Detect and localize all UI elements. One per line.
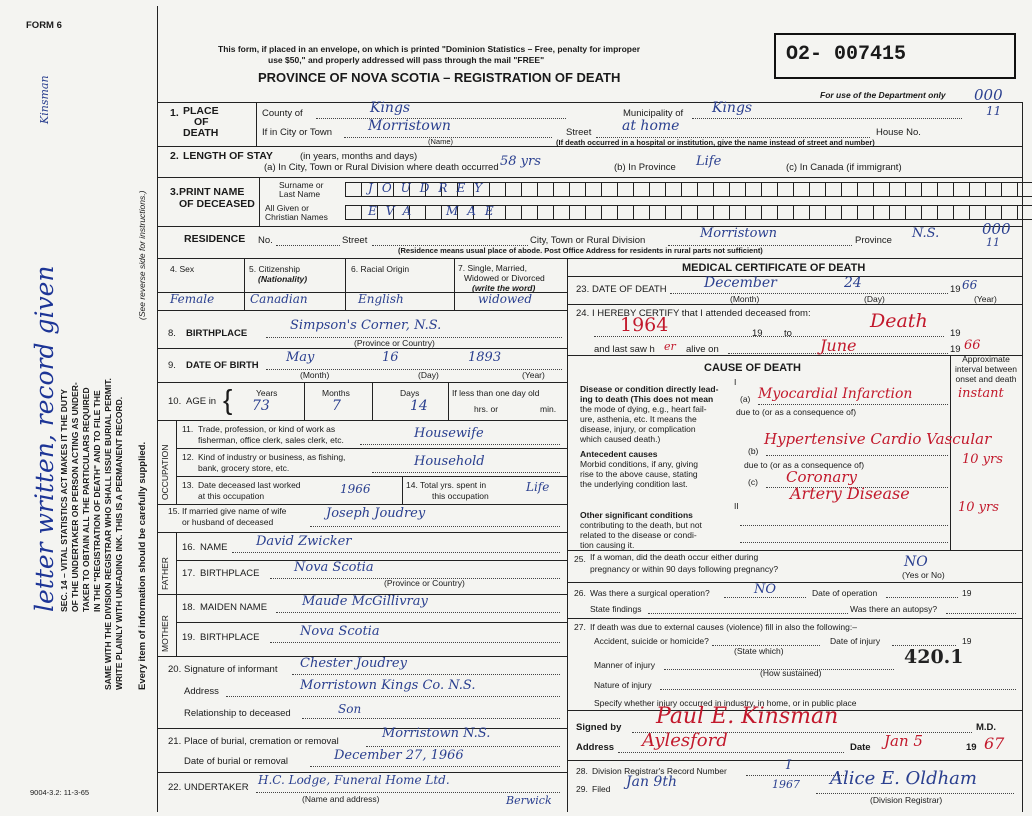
print-name-label: PRINT NAME — [179, 186, 245, 198]
cause-b-field[interactable]: Hypertensive Cardio Vascular — [764, 430, 992, 448]
spouse-field[interactable]: Joseph Joudrey — [326, 506, 426, 521]
burial-place-field[interactable]: Morristown N.S. — [382, 726, 491, 741]
industry-field[interactable]: Household — [414, 454, 485, 469]
last-saw-year-field[interactable]: 66 — [964, 338, 981, 353]
surname-letters: JOUDREY — [368, 181, 492, 195]
physician-date-field[interactable]: Jan 5 — [884, 732, 923, 750]
attended-from-field[interactable]: 1964 — [620, 314, 669, 336]
last-saw-date-field[interactable]: June — [820, 336, 857, 355]
street-field[interactable]: at home — [622, 118, 680, 134]
death-registration-form: FORM 6 Kinsman letter written, record given SEC. 14 – VITAL STATISTICS ACT MAKES IT THE DUTY OF THE UNDERTAKER OR PERSON ACTING AS UNDER- TAKER TO OBTAIN ALL THE PARTICULARS REQUIRED IN THE "REGISTRATION OF DEATH" AND TO FILE THE SAME WITH THE DIVISION REGISTRAR WHO SHALL ISSUE BURIAL PERMIT. WRITE PLAINLY WITH UNFADING INK. THIS IS A PERMANENT RECORD. (See reverse side for instructions.) Every item of information should be carefully supplied. 9004-3.2: 11-3-65 This form, if placed in an envelope, on which is printed "Dominion Statistics – Free, penalty for improper use $50," and properly addressed will pass through the mail "FREE" PROVINCE OF NOVA SCOTIA – REGISTRATION OF DEATH O2- 007415 For use of the Department only 000 11 1. PLACE OF DEATH County of Kings Municipality of Kings If in City or Town Morristown (Name) Street at home House No. (If death occurred in a hospital or institution, give the name instead of street and number) 2. LENGTH OF STAY (in years, months and days) (a) In City, Town or Rural Division where death occurred 58 yrs (b) In Province Life (c) In Canada (if immigrant) 3. PRINT NAME OF DECEASED Surname or Last Name All Given or Christian Names JOUDREY EVA MAE RESIDENCE No. Street City, Town or Rural Division Morristown Province N.S. 000 11 (Residence means usual place of abode. Post Office Address for residents in rural parts not sufficient) 4. Sex 5. Citizenship (Nationality) 6. Racial Origin 7. Single, Married, Widowed or Divorced (write the word) Female Canadian English widowed 8. BIRTHPLACE Simpson's Corner, N.S. (Province or Country) 9. DATE OF BIRTH May 16 1893 (Month) (Day) (Year) 10. AGE in { Years Months Days 73 7 14 If less than one day old hrs. or min. OCCUPATION 11. Trade, profession, or kind of work as fisherman, office clerk, sales clerk, etc. Housewife 12. Kind of industry or business, as fishing, bank, grocery store, etc. Household 13. Date deceased last worked at this occupation 1966 14. Total yrs. spent in this occupation Life 15. If married give name of wife or husband of deceased Joseph Joudrey FATHER 16. NAME David Zwicker 17. BIRTHPLACE Nova Scotia (Province or Country) MOTHER 18. MAIDEN NAME Maude McGillivray 19. BIRTHPLACE Nova Scotia 20. Signature of informant Chester Joudrey Address Morristown Kings Co. N.S. Relationship to deceased Son 21. Place of burial, cremation or removal Morristown N.S. Date of burial or removal December 27, 1966 22. UNDERTAKER H.C. Lodge, Funeral Home Ltd. (Name and address) Berwick MEDICAL CERTIFICATE OF DEATH 23. DATE OF DEATH December 24 19 66 (Month) (Day) (Year) 24. I HEREBY CERTIFY that I attended deceased from: 1964 19 to Death 19 and last saw h er alive on June 19 66 CAUSE OF DEATH Approximate interval between onset and death I Disease or condition directly lead- ing to death (This does not mean the mode of dying, e.g., heart fail- ure, asthenia, etc. It means the disease, injury, or complication which caused death.) (a) Myocardial Infarction instant due to (or as a consequence of) Antecedent causes Morbid conditions, if any, giving rise to the above cause, stating the underlying condition last. (b) Hypertensive Cardio Vascular 10 yrs due to (or as a consequence of) (c) Coronary Artery Disease 10 yrs II Other significant conditions contributing to the death, but not related to the disease or condi- tion causing it. 25. If a woman, did the death occur either during pregnancy or within 90 days following pregnancy? NO (Yes or No) 26. Was there a surgical operation? NO Date of operation 19 State findings Was there an autopsy? 27. If death was due to external causes (violence) fill in also the following:– Accident, suicide or homicide? (State which) Date of injury 19 420.1 Manner of injury (How sustained) Nature of injury Specify whether injury occurred in industry, in home, or in public place Signed by Paul E. Kinsman M.D. Address Aylesford Date Jan 5 19 67 28. Division Registrar's Record Number I 29. Filed Jan 9th 1967 Alice E. Oldham (Division Registrar) — [0, 0, 1032, 816]
surgical-operation-field[interactable]: NO — [754, 582, 777, 597]
filed-year-field[interactable]: 1967 — [772, 778, 800, 791]
form-label: FORM 6 — [26, 20, 62, 31]
racial-origin-field[interactable]: English — [358, 292, 404, 306]
mail-notice-1: This form, if placed in an envelope, on which is printed "Dominion Statistics – Free, penalty for improper — [218, 44, 641, 54]
age-days-field[interactable]: 14 — [410, 398, 428, 414]
cause-c-field-2[interactable]: Artery Disease — [790, 484, 910, 503]
physician-date-year[interactable]: 67 — [984, 734, 1005, 753]
mail-notice-2: use $50," and properly addressed will pass through the mail "FREE" — [268, 55, 545, 65]
dob-day-field[interactable]: 16 — [382, 350, 399, 365]
death-month-field[interactable]: December — [704, 275, 777, 291]
print-code: 9004-3.2: 11-3-65 — [30, 788, 90, 797]
place-of-death-label: PLACE — [183, 105, 219, 117]
registration-number-box — [774, 33, 1016, 79]
mother-birthplace-field[interactable]: Nova Scotia — [300, 624, 380, 639]
birthplace-field[interactable]: Simpson's Corner, N.S. — [290, 318, 442, 333]
every-item-note: Every item of information should be carefully supplied. — [137, 441, 148, 690]
record-number-field[interactable]: I — [786, 758, 792, 773]
undertaker-field[interactable]: H.C. Lodge, Funeral Home Ltd. — [258, 773, 450, 787]
department-use-label: For use of the Department only — [820, 90, 946, 100]
citizenship-field[interactable]: Canadian — [250, 292, 308, 306]
physician-signature[interactable]: Paul E. Kinsman — [656, 704, 839, 729]
form-title: PROVINCE OF NOVA SCOTIA – REGISTRATION OF DEATH — [258, 70, 621, 85]
given-letters: EVA MAE — [368, 204, 503, 218]
handwritten-side-note: letter written, record given — [30, 265, 59, 612]
age-years-field[interactable]: 73 — [252, 398, 270, 414]
attended-to-field[interactable]: Death — [870, 310, 928, 332]
department-code: 000 — [974, 86, 1003, 104]
registrar-signature[interactable]: Alice E. Oldham — [830, 768, 977, 789]
interval-a-field[interactable]: instant — [958, 386, 1004, 401]
residence-city-field[interactable]: Morristown — [700, 226, 777, 241]
death-day-field[interactable]: 24 — [844, 275, 862, 291]
medical-certificate-title: MEDICAL CERTIFICATE OF DEATH — [682, 262, 866, 274]
death-year-field[interactable]: 66 — [962, 278, 978, 292]
informant-signature-field[interactable]: Chester Joudrey — [300, 656, 407, 671]
residence-code: 000 — [982, 220, 1011, 238]
occupation-field[interactable]: Housewife — [414, 426, 484, 441]
dob-year-field[interactable]: 1893 — [468, 350, 502, 365]
cause-c-field-1[interactable]: Coronary — [786, 468, 857, 486]
interval-c-field[interactable]: 10 yrs — [958, 500, 999, 515]
stay-city-field[interactable]: 58 yrs — [500, 154, 541, 169]
father-birthplace-field[interactable]: Nova Scotia — [294, 560, 374, 575]
relationship-field[interactable]: Son — [338, 702, 362, 716]
age-months-field[interactable]: 7 — [332, 398, 341, 414]
cause-a-field[interactable]: Myocardial Infarction — [758, 386, 913, 402]
physician-address-field[interactable]: Aylesford — [642, 730, 728, 751]
years-in-occupation-field[interactable]: Life — [526, 480, 550, 494]
instructions-note: (See reverse side for instructions.) — [137, 190, 147, 320]
handwritten-name-note: Kinsman — [38, 75, 51, 124]
interval-b-field[interactable]: 10 yrs — [962, 452, 1003, 467]
filed-date-field[interactable]: Jan 9th — [626, 774, 677, 790]
department-code-2: 11 — [986, 104, 1002, 118]
marital-status-field[interactable]: widowed — [478, 292, 533, 306]
registration-number: O2- 007415 — [786, 43, 907, 66]
pregnancy-field[interactable]: NO — [904, 554, 928, 570]
undertaker-town: Berwick — [506, 794, 552, 807]
last-worked-field[interactable]: 1966 — [340, 482, 371, 496]
dob-month-field[interactable]: May — [286, 350, 315, 365]
burial-date-field[interactable]: December 27, 1966 — [334, 748, 464, 763]
stay-province-field[interactable]: Life — [696, 154, 722, 169]
informant-address-field[interactable]: Morristown Kings Co. N.S. — [300, 678, 476, 693]
residence-label: RESIDENCE — [184, 233, 246, 245]
residence-code-2: 11 — [986, 236, 1000, 249]
father-name-field[interactable]: David Zwicker — [256, 534, 352, 549]
cause-of-death-title: CAUSE OF DEATH — [704, 362, 801, 374]
city-field[interactable]: Morristown — [368, 118, 451, 134]
interval-label: Approximate interval between onset and death — [955, 354, 1017, 384]
classification-code: 420.1 — [904, 646, 964, 668]
sex-field[interactable]: Female — [170, 292, 215, 306]
county-field[interactable]: Kings — [370, 100, 411, 116]
length-of-stay-label: LENGTH OF STAY — [183, 150, 273, 162]
mother-maiden-name-field[interactable]: Maude McGillivray — [302, 594, 428, 609]
municipality-field[interactable]: Kings — [712, 100, 753, 116]
residence-province-field[interactable]: N.S. — [912, 226, 940, 241]
